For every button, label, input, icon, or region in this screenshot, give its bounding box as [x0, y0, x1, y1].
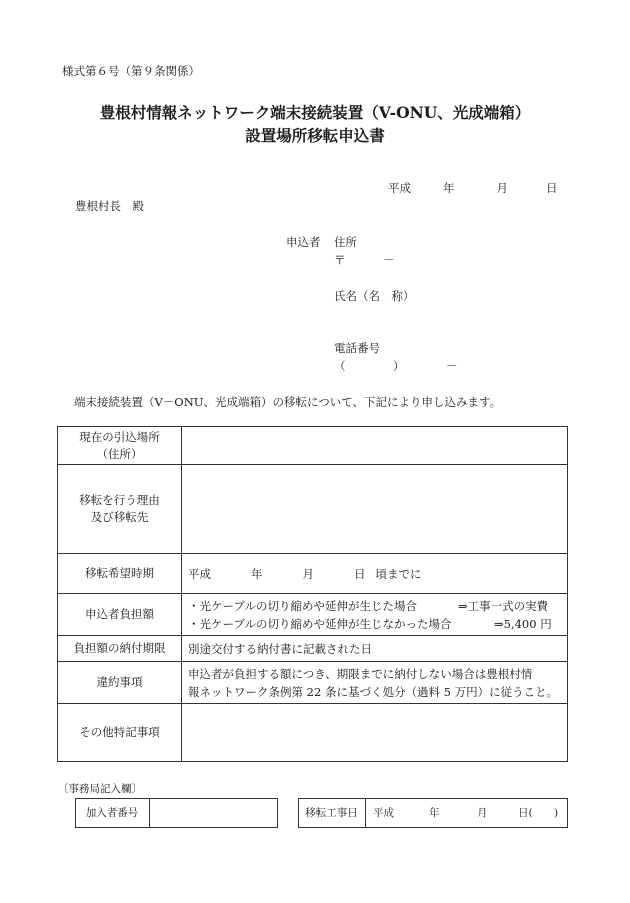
table-row: [58, 662, 568, 704]
violation-label: 違約事項: [58, 662, 182, 704]
page-subtitle: 設置場所移転申込書: [245, 126, 385, 145]
phone-open-paren: （: [334, 359, 346, 373]
subscriber-number-field[interactable]: [150, 799, 276, 827]
phone-label: 電話番号: [334, 341, 380, 355]
reason-field[interactable]: [182, 465, 568, 554]
work-date-box: [298, 798, 568, 828]
table-row: [58, 636, 568, 662]
page-title: 豊根村情報ネットワーク端末接続装置（V-ONU、光成端箱）: [99, 103, 531, 122]
burden-field: [182, 594, 568, 636]
phone-close-paren: ）: [393, 359, 405, 373]
work-date-month[interactable]: 月: [477, 807, 488, 819]
work-date-era: 平成: [373, 807, 394, 819]
table-row: [58, 704, 568, 762]
reason-label: 移転を行う理由 及び移転先: [58, 465, 182, 554]
application-date: [388, 180, 558, 196]
other-notes-label: その他特記事項: [58, 704, 182, 762]
intro-text: 端末接続装置（V－ONU、光成端箱）の移転について、下記により申し込みます。: [74, 395, 502, 409]
address-label: 住所: [334, 235, 357, 249]
postal-dash: －: [383, 253, 395, 267]
burden-line2-text: ・光ケーブルの切り縮めや延伸が生じなかった場合: [188, 616, 452, 631]
work-date-close-paren: ): [554, 807, 559, 819]
table-row: [58, 427, 568, 465]
applicant-label: 申込者: [286, 235, 321, 249]
work-date-label: 移転工事日: [305, 807, 358, 819]
office-section-label: 〔事務局記入欄〕: [58, 783, 142, 795]
form-number: 様式第６号（第９条関係）: [62, 64, 200, 78]
table-row: [58, 594, 568, 636]
postal-mark: 〒: [334, 253, 346, 267]
current-location-label: 現在の引込場所 （住所）: [58, 427, 182, 465]
work-date-year[interactable]: 年: [429, 807, 440, 819]
desired-time-field[interactable]: 平成 年 月 日 頃までに: [182, 554, 568, 594]
addressee: 豊根村長 殿: [75, 199, 144, 213]
violation-field: 申込者が負担する額につき、期限までに納付しない場合は豊根村情 報ネットワーク条例第 22 条に基づく処分（過料 5 万円）に従うこと。: [182, 662, 568, 704]
table-row: [58, 554, 568, 594]
desired-time-label: 移転希望時期: [58, 554, 182, 594]
subscriber-number-box: [75, 798, 278, 828]
name-label: 氏名（名 称）: [334, 289, 415, 303]
other-notes-field[interactable]: [182, 704, 568, 762]
application-table: [57, 426, 568, 762]
date-year[interactable]: 年: [443, 181, 455, 195]
date-month[interactable]: 月: [496, 181, 508, 195]
table-row: [58, 465, 568, 554]
burden-line1-amount: ⇒工事一式の実費: [458, 598, 549, 613]
date-day[interactable]: 日: [546, 181, 558, 195]
burden-line1-text: ・光ケーブルの切り縮めや延伸が生じた場合: [188, 598, 417, 613]
date-era: 平成: [388, 181, 411, 195]
phone-dash: －: [446, 359, 458, 373]
burden-label: 申込者負担額: [58, 594, 182, 636]
subscriber-number-label: 加入者番号: [85, 807, 139, 819]
payment-deadline-label: 負担額の納付期限: [58, 636, 182, 662]
burden-line2-amount: ⇒5,400 円: [494, 616, 552, 631]
current-location-field[interactable]: [182, 427, 568, 465]
work-date-day[interactable]: 日(: [518, 807, 533, 819]
payment-deadline-field: 別途交付する納付書に記載された日: [182, 636, 568, 662]
